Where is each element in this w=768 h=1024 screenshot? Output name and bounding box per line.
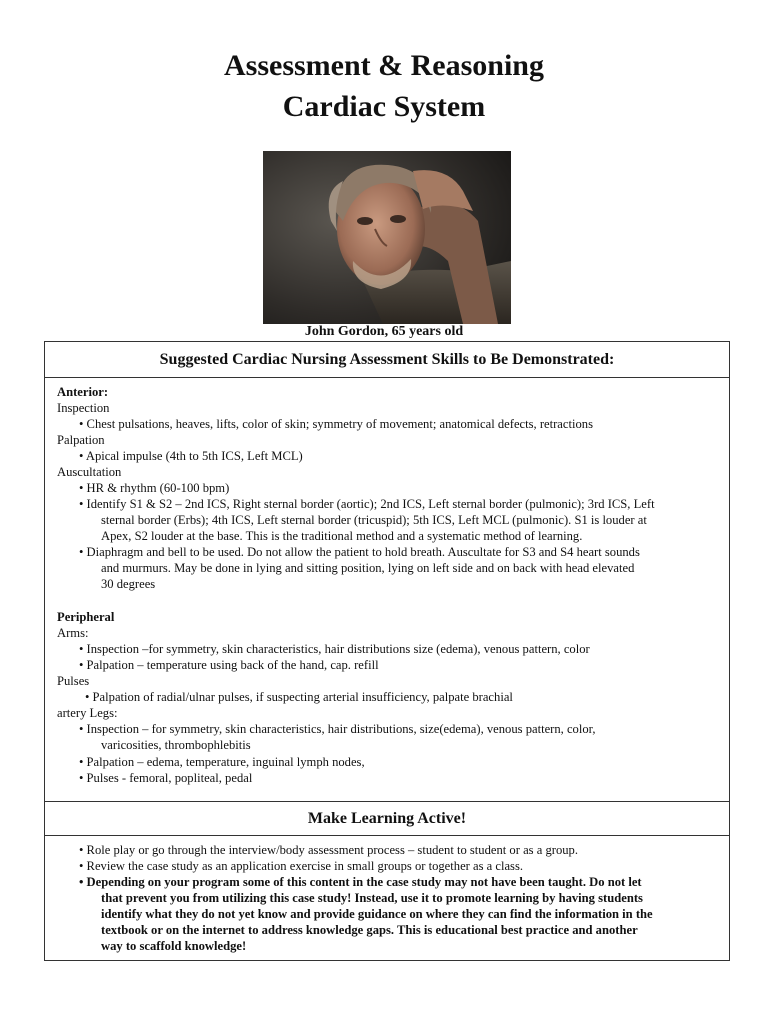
artery-legs-label: artery Legs: (57, 706, 118, 720)
skills-section (44, 341, 730, 802)
list-item-continued: way to scaffold knowledge! (101, 939, 247, 953)
list-item: • Review the case study as an application exercise in small groups or together as a class. (79, 859, 524, 873)
auscultation-label: Auscultation (57, 465, 122, 479)
list-item-continued: Apex, S2 louder at the base. This is the traditional method and a systematic method of learning. (101, 529, 583, 543)
learning-heading: Make Learning Active! (45, 802, 729, 836)
list-item: • Palpation of radial/ulnar pulses, if suspecting arterial insufficiency, palpate brachial (85, 690, 513, 704)
list-item-continued: varicosities, thrombophlebitis (101, 738, 251, 752)
arms-label: Arms: (57, 626, 89, 640)
inspection-label: Inspection (57, 401, 110, 415)
list-item: • Identify S1 & S2 – 2nd ICS, Right sternal border (aortic); 2nd ICS, Left sternal border (pulmonic); 3rd ICS, Left (79, 497, 655, 511)
list-item: • Role play or go through the interview/body assessment process – student to student or as a group. (79, 843, 578, 857)
page-title-line-1: Assessment & Reasoning (223, 49, 544, 82)
list-item: • Inspection – for symmetry, skin characteristics, hair distributions, size(edema), venous pattern, color, (79, 722, 596, 736)
list-item-continued: identify what they do not yet know and provide guidance on where they can find the information in the (101, 907, 653, 921)
anterior-label: Anterior: (57, 385, 109, 399)
page-title-line-2: Cardiac System (282, 90, 486, 123)
list-item-continued: 30 degrees (101, 577, 156, 591)
list-item: • Depending on your program some of this content in the case study may not have been taught. Do not let (79, 875, 642, 889)
list-item-continued: sternal border (Erbs); 4th ICS, Left sternal border (tricuspid); 5th ICS, Left MCL (pulmonic). S1 is louder at (101, 513, 647, 527)
pulses-label: Pulses (57, 674, 90, 688)
list-item: • HR & rhythm (60-100 bpm) (79, 481, 230, 495)
learning-section (44, 801, 730, 961)
list-item-continued: and murmurs. May be done in lying and sitting position, lying on left side and on back with head elevated (101, 561, 635, 575)
list-item: • Pulses - femoral, popliteal, pedal (79, 771, 253, 785)
list-item: • Apical impulse (4th to 5th ICS, Left MCL) (79, 449, 303, 463)
list-item: • Inspection –for symmetry, skin characteristics, hair distributions size (edema), venous pattern, color (79, 642, 590, 656)
list-item: • Palpation – edema, temperature, inguinal lymph nodes, (79, 755, 365, 769)
list-item: • Palpation – temperature using back of the hand, cap. refill (79, 658, 379, 672)
list-item-continued: textbook or on the internet to address knowledge gaps. This is educational best practice and another (101, 923, 638, 937)
list-item-continued: that prevent you from utilizing this case study! Instead, use it to promote learning by having students (101, 891, 643, 905)
palpation-label: Palpation (57, 433, 105, 447)
list-item: • Diaphragm and bell to be used. Do not allow the patient to hold breath. Auscultate for S3 and S4 heart sounds (79, 545, 640, 559)
skills-heading: Suggested Cardiac Nursing Assessment Skills to Be Demonstrated: (45, 342, 729, 378)
peripheral-label: Peripheral (57, 610, 115, 624)
photo-caption: John Gordon, 65 years old (304, 324, 464, 339)
list-item: • Chest pulsations, heaves, lifts, color of skin; symmetry of movement; anatomical defects, retractions (79, 417, 593, 431)
patient-photo (263, 151, 511, 324)
